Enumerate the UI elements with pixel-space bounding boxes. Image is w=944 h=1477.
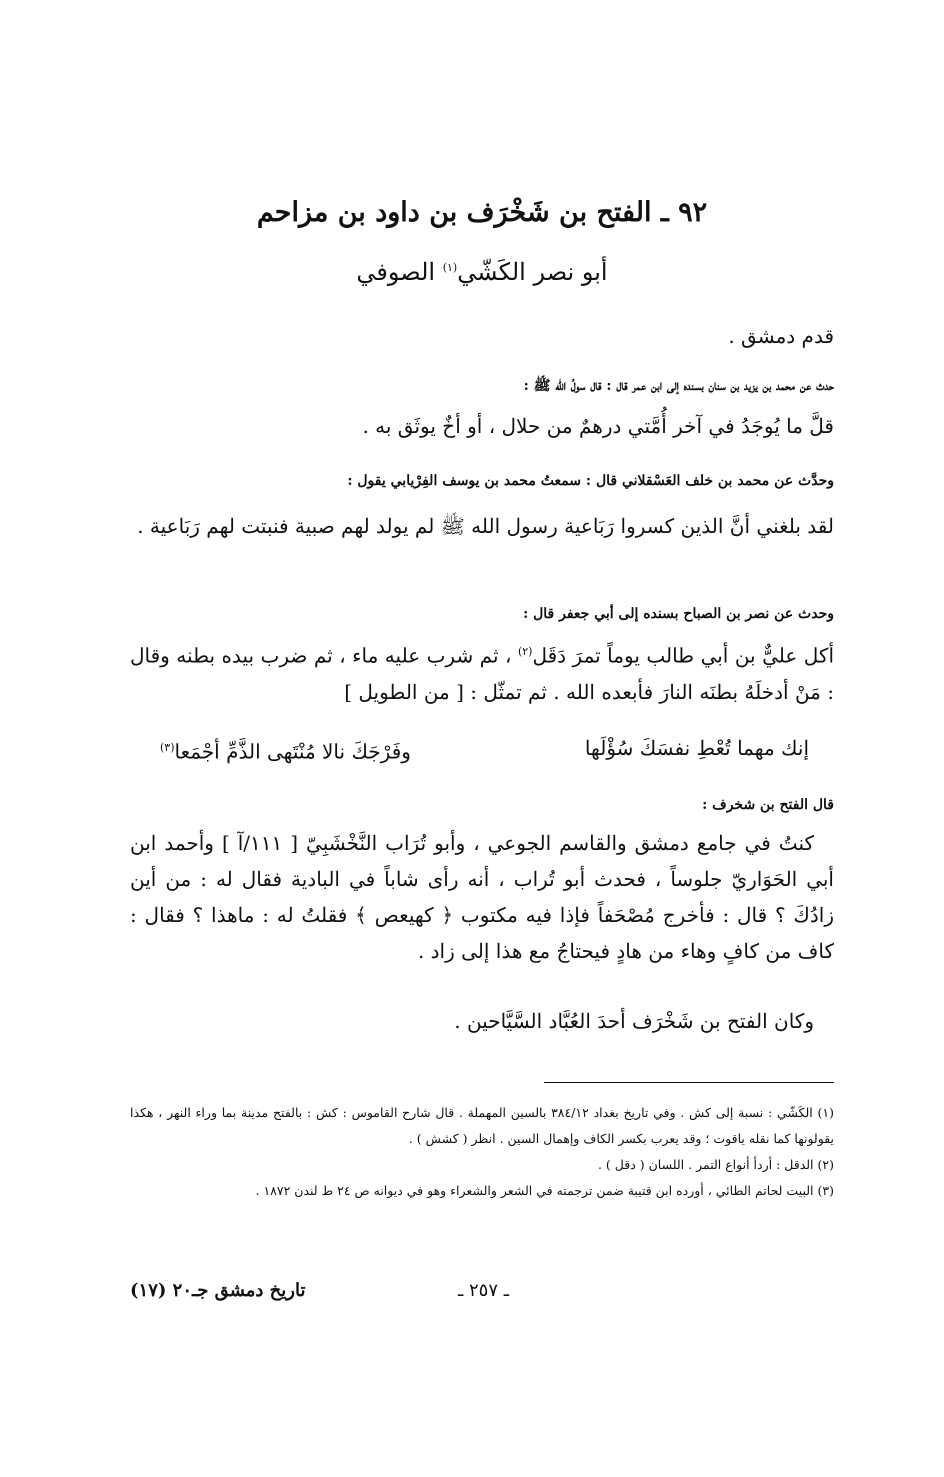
footnotes [130, 1100, 834, 1204]
entry-title-text: ٩٢ ـ الفتح بن شَخْرَف بن داود بن مزاحم [256, 197, 708, 228]
entry-subtitle-end: الصوفي [356, 258, 443, 286]
entry-subtitle [130, 257, 834, 288]
verse-hemistich-second [160, 732, 411, 768]
paragraph-4: كنتُ في جامع دمشق والقاسم الجوعي ، وأبو تُرَاب النَّخْشَبِيّ [ ١١١/آ ] وأحمد ابن أبي الحَوَاريّ جلوساً ، فحدث أبو تُراب ، أنه رأى شاباً في البادية فقال له : من أين زادُكَ ؟ قال : فأخرج مُصْحَفاً فإذا فيه مكتوب ﴿ كهيعص ﴾ فقلتُ له : ماهذا ؟ فقال : كاف من كافٍ وهاء من هادٍ فيحتاجُ مع هذا إلى زاد . [130, 831, 834, 963]
closing-line: وكان الفتح بن شَخْرَف أحدَ العُبَّاد السَّيَّاحين . [454, 1009, 814, 1033]
page-footer [130, 1280, 834, 1310]
hadith-2: لقد بلغني أنَّ الذين كسروا رَبَاعية رسول الله ﷺ لم يولد لهم صبية فنبتت لهم رَبَاعية . [137, 514, 834, 538]
footnote-ref-3: (٣) [160, 741, 175, 754]
book-page [130, 0, 834, 1477]
hadith-1: قلَّ ما يُوجَدُ في آخر أُمَّتي درهمٌ من حلال ، أو أخٌ يوثَق به . [362, 414, 834, 438]
page-number: ـ ٢٥٧ ـ [457, 1280, 509, 1301]
intro-line: قدم دمشق . [728, 324, 834, 348]
footnote-ref-1: (١) [442, 261, 458, 274]
footnote-1: (١) الكَشّي : نسبة إلى كش . وفي تاريخ بغداد ٣٨٤/١٢ بالسين المهملة . قال شارح القاموس : كش : بالفتح مدينة بما وراء النهر ، هكذا يقولونها كما نقله ياقوت ؛ وقد يعرب بكسر الكاف وإهمال السين . انظر ( كشش ) . [130, 1105, 834, 1146]
narration-3-part-b: ، ثم شرب عليه ماء ، ثم ضرب بيده بطنه وقال : مَنْ أدخلَهُ بطنَه النارَ فأبعده الله . ثم تمثّل : [ من الطويل ] [130, 643, 834, 704]
footnote-3: (٣) البيت لحاتم الطائي ، أورده ابن قتيبة ضمن ترجمته في الشعر والشعراء وهو في ديوانه ص ٢٤ ط لندن ١٨٧٢ . [255, 1183, 834, 1198]
footnote-separator [544, 1082, 834, 1083]
isnad-1: حدث عن محمد بن يزيد بن سنان بسنده إلى ابن عمر قال : قال سولُ الله ﷺ : [523, 378, 834, 394]
footnote-2: (٢) الدقل : أردأ أنواع التمر . اللسان ( دقل ) . [597, 1157, 834, 1172]
running-head: تاريخ دمشق جـ٢٠ (١٧) [130, 1280, 306, 1301]
entry-subtitle-text: أبو نصر الكَشّي [457, 258, 608, 286]
verse-hemistich-second-text: وفَرْجَكَ نالا مُنْتَهى الذَّمِّ أجْمَعا [174, 739, 411, 764]
footnote-ref-2: (٢) [517, 645, 533, 658]
narration-3-part-a: أكل عليٌّ بن أبي طالب يوماً تمرَ دَقَل [532, 643, 834, 668]
heading-4: قال الفتح بن شخرف : [702, 797, 834, 813]
narration-3 [130, 634, 834, 710]
entry-title [130, 195, 834, 230]
isnad-2: وحدَّث عن محمد بن خلف العَسْقلاني قال : سمعتُ محمد بن يوسف الفِرْيابي يقول : [347, 473, 834, 489]
isnad-3: وحدث عن نصر بن الصباح بسنده إلى أبي جعفر قال : [523, 606, 834, 622]
verse-hemistich-first: إنك مهما تُعْطِ نفسَكَ سُؤْلَها [584, 736, 809, 760]
poetry-verse [130, 732, 834, 764]
